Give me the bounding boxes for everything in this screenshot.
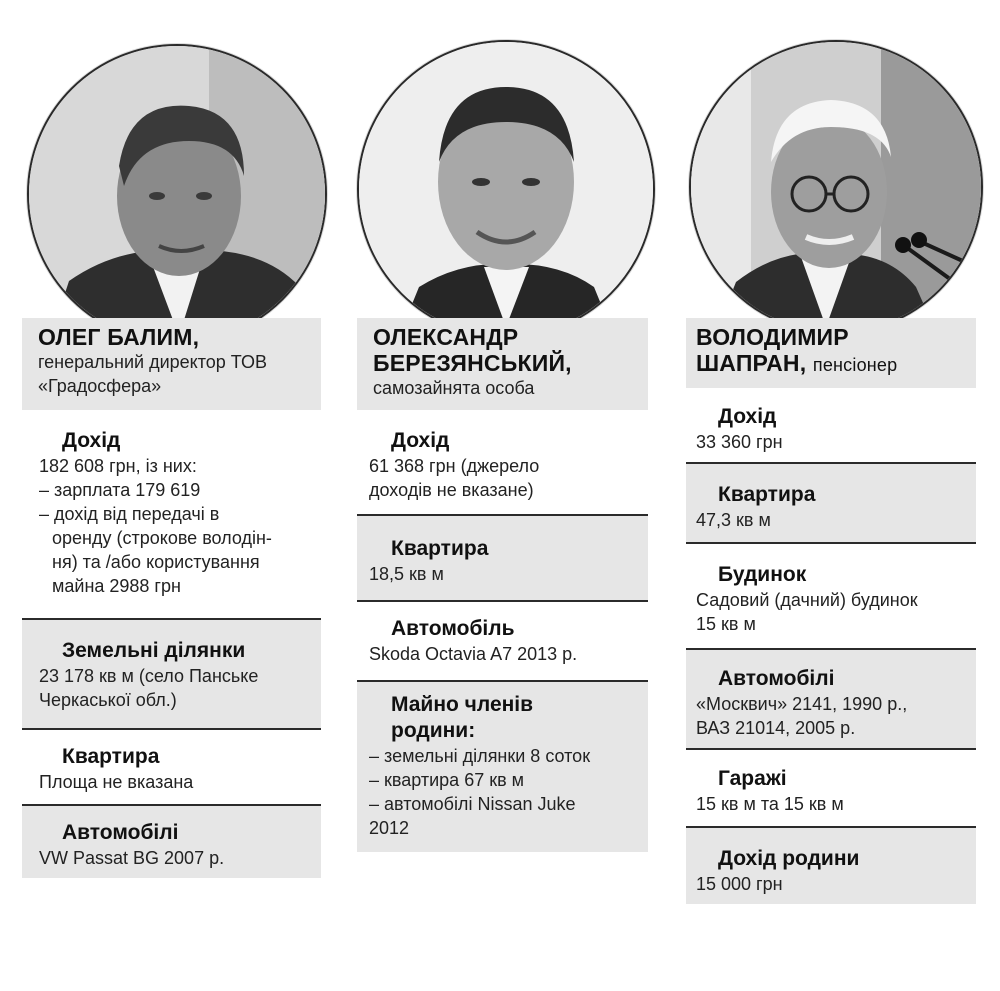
portrait-young-man-icon	[359, 42, 653, 336]
section-line: майна 2988 грн	[52, 576, 181, 596]
person-role-line: «Градосфера»	[38, 376, 162, 396]
section-line: 2012	[369, 818, 410, 838]
income-section	[22, 410, 321, 618]
section-title: Гаражі	[718, 767, 787, 790]
apartment-section	[686, 462, 976, 542]
section-line: Черкаської обл.)	[39, 690, 177, 710]
section-line: VW Passat BG 2007 р.	[39, 848, 225, 868]
section-title: Квартира	[391, 537, 489, 560]
section-line: доходів не вказане)	[369, 480, 534, 500]
section-line: – зарплата 179 619	[39, 480, 201, 500]
section-title: Дохід	[391, 429, 450, 452]
section-line: 47,3 кв м	[696, 510, 771, 530]
car-section	[357, 600, 648, 680]
portrait-photo	[689, 40, 983, 334]
family-property-section	[357, 680, 648, 852]
section-line: – квартира 67 кв м	[369, 770, 525, 790]
section-title: Квартира	[62, 745, 160, 768]
cars-section	[22, 804, 321, 878]
section-line: – дохід від передачі в	[39, 504, 220, 524]
income-section	[686, 388, 976, 462]
person-name-line: ВОЛОДИМИР	[696, 324, 849, 350]
section-title: Будинок	[718, 563, 807, 586]
section-line: «Москвич» 2141, 1990 р.,	[696, 694, 908, 714]
land-section	[22, 618, 321, 728]
family-income-section	[686, 826, 976, 904]
section-line: 61 368 грн (джерело	[369, 456, 540, 476]
section-line: ня) та /або користування	[52, 552, 260, 572]
section-line: ВАЗ 21014, 2005 р.	[696, 718, 856, 738]
section-title: Квартира	[718, 483, 816, 506]
section-line: Садовий (дачний) будинок	[696, 590, 918, 610]
person-name-line: БЕРЕЗЯНСЬКИЙ,	[373, 350, 572, 376]
section-title-line: Майно членів	[391, 693, 534, 716]
section-line: – автомобілі Nissan Juke	[369, 794, 576, 814]
section-line: Площа не вказана	[39, 772, 194, 792]
person-name: ОЛЕГ БАЛИМ,	[38, 324, 200, 350]
person-role-line: самозайнята особа	[373, 378, 535, 398]
person-role: пенсіонер	[812, 355, 898, 375]
person-name-line: ОЛЕКСАНДР	[373, 324, 519, 350]
apartment-section	[22, 728, 321, 804]
section-line: оренду (строкове володін-	[52, 528, 272, 548]
section-line: 15 кв м	[696, 614, 756, 634]
section-title: Автомобілі	[62, 821, 179, 844]
section-line: – земельні ділянки 8 соток	[369, 746, 591, 766]
section-line: 18,5 кв м	[369, 564, 444, 584]
portrait-elderly-man-glasses-icon	[691, 42, 981, 332]
person-role-line: генеральний директор ТОВ	[38, 352, 267, 372]
apartment-section	[357, 514, 648, 600]
section-line: 23 178 кв м (село Панське	[39, 666, 259, 686]
person-name-line-with-role	[686, 350, 976, 378]
income-section	[357, 410, 648, 514]
person-name-line: ШАПРАН,	[696, 350, 807, 376]
garages-section	[686, 748, 976, 826]
name-block	[22, 318, 321, 410]
section-title: Земельні ділянки	[62, 639, 246, 662]
section-title: Дохід	[718, 405, 777, 428]
cars-section	[686, 648, 976, 748]
section-line: 15 кв м та 15 кв м	[696, 794, 844, 814]
section-line: 15 000 грн	[696, 874, 783, 894]
section-title-line: родини:	[391, 719, 476, 742]
portrait-photo	[357, 40, 655, 338]
section-line: 182 608 грн, із них:	[39, 456, 197, 476]
name-block	[686, 318, 976, 388]
portrait-photo	[27, 44, 327, 344]
section-title: Дохід родини	[718, 847, 860, 870]
name-block	[357, 318, 648, 410]
section-line: 33 360 грн	[696, 432, 783, 452]
section-line: Skoda Octavia A7 2013 р.	[369, 644, 578, 664]
section-title: Автомобілі	[718, 667, 835, 690]
portrait-man-suit-icon	[29, 46, 325, 342]
house-section	[686, 542, 976, 648]
section-title: Автомобіль	[391, 617, 515, 640]
section-title: Дохід	[62, 429, 121, 452]
